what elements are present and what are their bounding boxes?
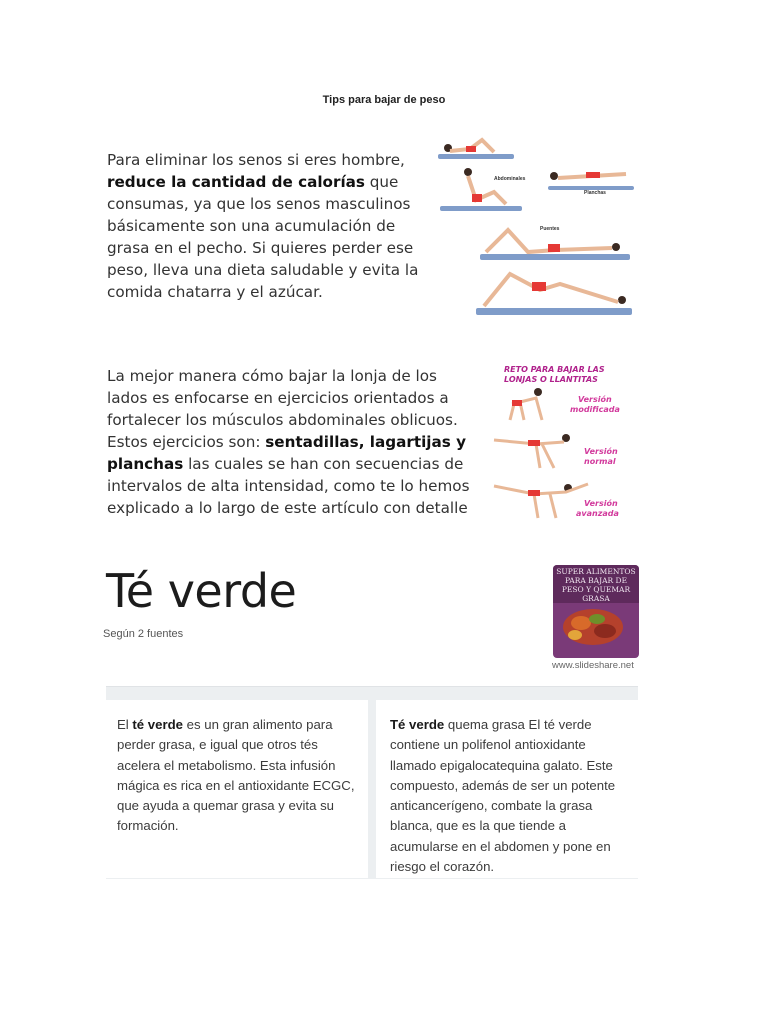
paragraph-text: Para eliminar los senos si eres hombre, <box>107 151 405 169</box>
version-3-sublabel: avanzada <box>576 509 619 518</box>
thumbnail-title-2: PARA BAJAR DE <box>564 576 628 585</box>
label-abdominales: Abdominales <box>494 176 526 182</box>
person-body <box>494 484 588 518</box>
person-shorts <box>512 400 522 406</box>
exercise-illustration-abs-planks-bridges <box>436 134 636 322</box>
person-head <box>550 172 558 180</box>
super-foods-thumbnail[interactable] <box>553 565 639 658</box>
green-tea-card-1[interactable] <box>106 700 368 878</box>
person-shorts <box>586 172 600 178</box>
thumbnail-source-link[interactable]: www.slideshare.net <box>552 660 634 671</box>
label-planchas: Planchas <box>584 190 606 196</box>
sources-count[interactable]: Según 2 fuentes <box>103 628 184 640</box>
person-head <box>618 296 626 304</box>
challenge-title-line2: LONJAS O LLANTITAS <box>504 375 598 384</box>
exercise-illustration-svg <box>436 134 636 322</box>
paragraph-chest-fat <box>107 149 437 303</box>
paragraph-text: que consumas, ya que los senos masculinos básicamente son una acumulación de grasa en el pecho. Si quieres perder ese peso, lleva una dieta saludable y evita la comida chatarra y el azúcar. <box>107 173 419 301</box>
label-puentes: Puentes <box>540 226 560 232</box>
thumbnail-title-3: PESO Y QUEMAR <box>561 585 631 594</box>
person-head <box>612 243 620 251</box>
food-item <box>568 630 582 640</box>
food-item <box>589 614 605 624</box>
card-text: es un gran alimento para perder grasa, e igual que otros tés acelera el metabolismo. Esta infusión mágica es rica en el antioxidante ECGC, que ayuda a quemar grasa y evita su formación. <box>117 717 355 834</box>
green-tea-card-2[interactable] <box>376 700 638 878</box>
food-item <box>571 616 591 630</box>
person-shorts <box>472 194 482 202</box>
exercise-mat <box>438 154 514 159</box>
person-shorts <box>532 282 546 291</box>
person-shorts <box>528 440 540 446</box>
exercise-illustration-love-handles <box>484 360 636 528</box>
green-tea-heading: Té verde <box>106 564 297 618</box>
food-item <box>594 624 616 638</box>
card-emphasis: Té verde <box>390 717 445 732</box>
document-title: Tips para bajar de peso <box>322 94 446 106</box>
version-1-sublabel: modificada <box>570 405 620 414</box>
person-body <box>484 274 618 306</box>
exercise-mat <box>440 206 522 211</box>
thumbnail-svg <box>553 565 639 658</box>
person-head <box>464 168 472 176</box>
challenge-title-line1: RETO PARA BAJAR LAS <box>504 365 605 374</box>
version-2-label: Versión <box>584 447 618 456</box>
person-shorts <box>548 244 560 252</box>
card-emphasis: té verde <box>132 717 183 732</box>
person-head <box>534 388 542 396</box>
exercise-mat <box>476 308 632 315</box>
love-handles-svg <box>484 360 636 528</box>
card-text: quema grasa El té verde contiene un polifenol antioxidante llamado epigalocatequina galato. Este compuesto, además de ser un potente anticancerígeno, combate la grasa blanca, que es la que tiende a acumularse en el abdomen y pone en riesgo el corazón. <box>390 717 616 875</box>
paragraph-text: La mejor manera cómo bajar la lonja de los lados es enfocarse en ejercicios orientados a fortalecer los músculos abdominales oblicuos. Estos ejercicios son: <box>107 367 458 451</box>
person-shorts <box>466 146 476 152</box>
paragraph-side-fat <box>107 365 479 519</box>
card-text: El <box>117 717 133 732</box>
thumbnail-title-1: SUPER ALIMENTOS <box>556 567 636 576</box>
version-1-label: Versión <box>578 395 612 404</box>
thumbnail-title-4: GRASA <box>582 594 610 603</box>
exercise-mat <box>480 254 630 260</box>
paragraph-text: las cuales se han con secuencias de intervalos de alta intensidad, como te lo hemos explicado a lo largo de este artículo con detalle <box>107 455 470 517</box>
version-2-sublabel: normal <box>584 457 616 466</box>
paragraph-emphasis: reduce la cantidad de calorías <box>107 173 365 191</box>
version-3-label: Versión <box>584 499 618 508</box>
paragraph-emphasis: sentadillas, lagartijas y planchas <box>107 433 466 473</box>
person-shorts <box>528 490 540 496</box>
